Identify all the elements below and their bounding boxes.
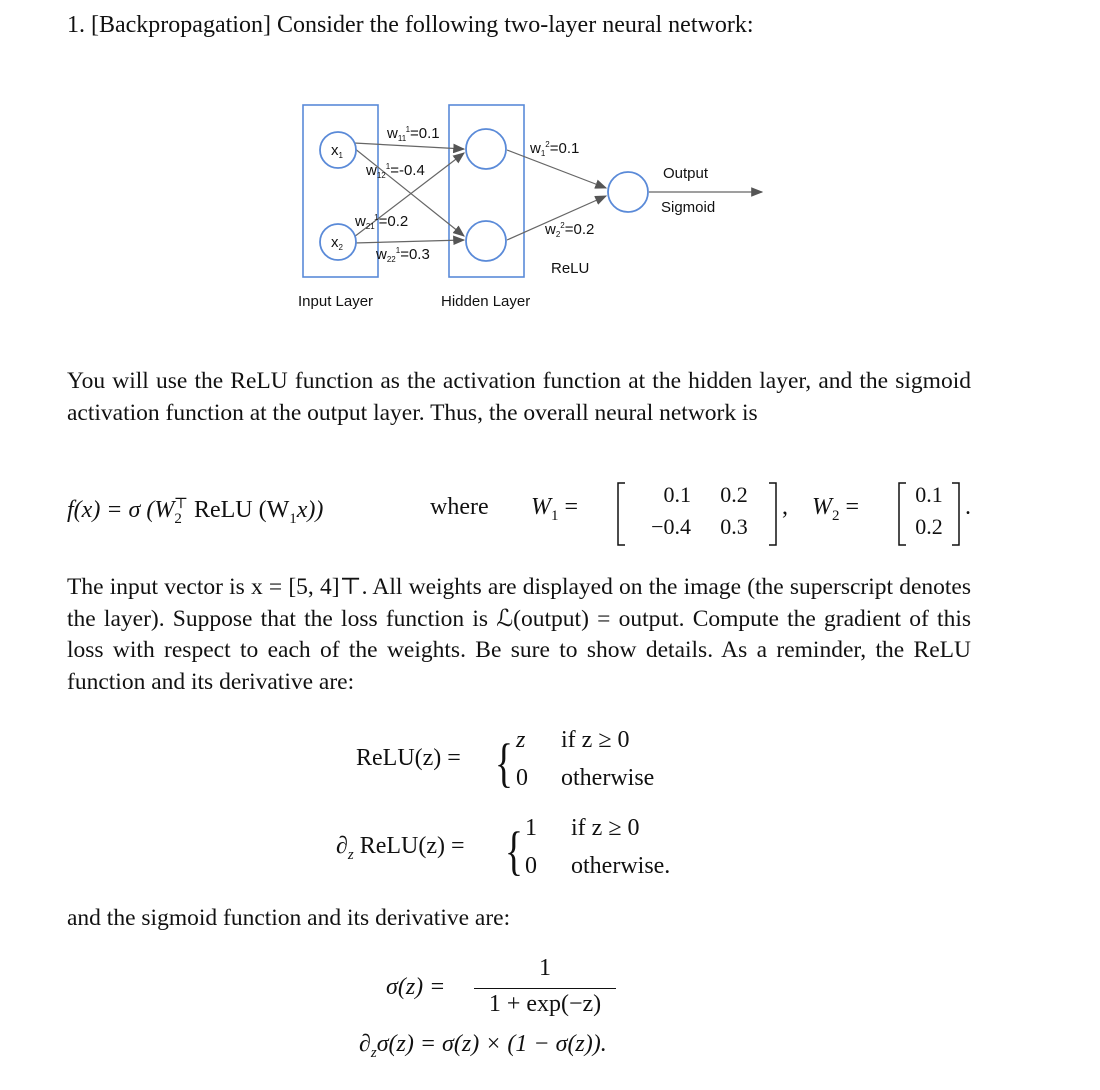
w1-cell: 0.3: [720, 514, 748, 539]
x1-label: $x_1$: [331, 142, 343, 160]
w2-2-label: $w_2^2=0.2$: [545, 221, 595, 239]
relu-case-value: 0: [516, 765, 528, 791]
w2-cell: 0.1: [915, 482, 943, 507]
w1-cell: 0.2: [720, 482, 748, 507]
relu-case-value: z: [516, 727, 526, 753]
sigmoid-derivative: $\partial_z\sigma(z) = \sigma(z) \times (1 - \sigma(z))$.: [359, 1031, 607, 1061]
relu-derivative: [336, 815, 716, 891]
input-layer-label: Input Layer: [298, 293, 374, 310]
w21-label: $w_{21}^1=0.2$: [355, 213, 409, 231]
w12-label: $w_{12}^1=-0.4$: [366, 162, 425, 180]
paragraph-task: The input vector is x = [5, 4]⊤. All weights are displayed on the image (the superscript denotes the layer). Suppose that the loss function is ℒ(output) = output. Compute the gradient of this loss with respect to each of the weights. Be sure to show details. As a reminder, the ReLU function and its derivative are:: [67, 574, 971, 695]
w2-name: $W_2$ =: [812, 494, 860, 524]
w1-cell: 0.1: [663, 482, 691, 507]
output-node: [608, 172, 648, 212]
network-diagram: [0, 0, 1100, 330]
sigmoid-lhs: σ(z) =: [386, 974, 446, 1000]
w22-label: $w_{22}^1=0.3$: [376, 246, 430, 264]
hidden-node-2: [466, 221, 506, 261]
equation-period: .: [965, 494, 971, 520]
relu-deriv-lhs: $\partial_z$ ReLU(z) =: [336, 833, 465, 863]
edge-w11: [354, 143, 464, 149]
edge-w22: [354, 240, 464, 243]
w2-cell: 0.2: [915, 514, 943, 539]
w2-1-label: $w_1^2=0.1$: [530, 140, 580, 158]
relu-case-cond: if z ≥ 0: [561, 727, 630, 753]
relu-deriv-case-value: 1: [525, 815, 537, 841]
w1-cell: −0.4: [651, 514, 691, 539]
w2-matrix: [896, 480, 962, 548]
problem-tag: [Backpropagation]: [91, 12, 271, 38]
relu-deriv-brace: {: [504, 821, 524, 881]
sigmoid-denominator: 1 + exp(−z): [488, 991, 602, 1017]
problem-heading: Consider the following two-layer neural network:: [276, 12, 754, 38]
network-equation: [67, 476, 1027, 556]
relu-case-cond: otherwise: [561, 765, 655, 791]
output-activation-label: Sigmoid: [661, 199, 716, 216]
problem-number: 1.: [67, 12, 85, 38]
relu-lhs: ReLU(z) =: [356, 745, 461, 771]
equation-where: where: [430, 494, 489, 520]
equation-comma: ,: [782, 494, 788, 520]
equation-lhs: f(x) = σ ($W_2^⊤$ ReLU $(W_1x)$): [67, 496, 324, 527]
relu-deriv-case-value: 0: [525, 853, 537, 879]
sigmoid-numerator: 1: [539, 955, 551, 981]
relu-deriv-case-cond: if z ≥ 0: [571, 815, 640, 841]
w1-name: $W_1$ =: [531, 494, 579, 524]
hidden-activation-label: ReLU: [551, 260, 590, 277]
paragraph-sigmoid-intro: and the sigmoid function and its derivative are:: [67, 905, 511, 931]
w11-label: $w_{11}^1=0.1$: [387, 125, 440, 143]
sigmoid-definition: [386, 955, 646, 1025]
w1-matrix: [615, 480, 779, 548]
output-label: Output: [663, 165, 709, 182]
hidden-node-1: [466, 129, 506, 169]
relu-brace: {: [494, 733, 514, 793]
hidden-layer-label: Hidden Layer: [441, 293, 531, 310]
sigmoid-fraction-bar: [474, 988, 616, 989]
relu-deriv-case-cond: otherwise.: [571, 853, 671, 879]
relu-definition: [356, 727, 696, 803]
paragraph-activation-description: You will use the ReLU function as the activation function at the hidden layer, and the sigmoid activation function at the output layer. Thus, the overall neural network is: [67, 368, 971, 426]
x2-label: $x_2$: [331, 234, 343, 252]
